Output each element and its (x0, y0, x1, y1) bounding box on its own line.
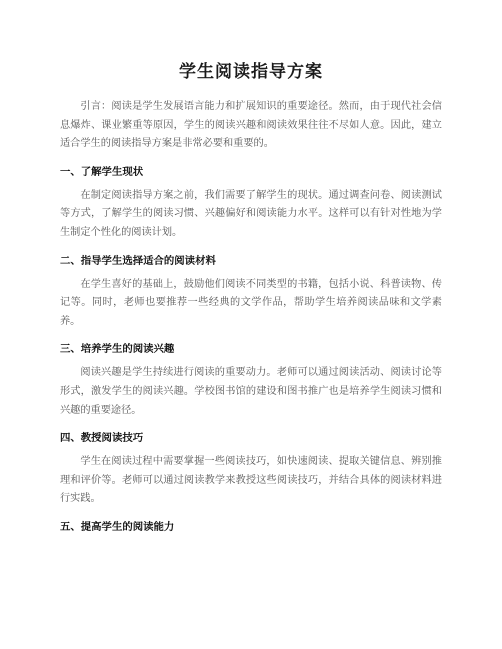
intro-paragraph: 引言：阅读是学生发展语言能力和扩展知识的重要途径。然而，由于现代社会信息爆炸、课业繁重等原因，学生的阅读兴趣和阅读效果往往不尽如人意。因此，建立适合学生的阅读指导方案是非常必要和重要的。 (60, 101, 442, 150)
section-body-3: 阅读兴趣是学生持续进行阅读的重要动力。老师可以通过阅读活动、阅读讨论等形式，激发学生的阅读兴趣。学校图书馆的建设和图书推广也是培养学生阅读习惯和兴趣的重要途径。 (60, 367, 442, 416)
section-heading-4: 四、教授阅读技巧 (60, 432, 144, 445)
section-heading-3: 三、培养学生的阅读兴趣 (60, 343, 175, 356)
section-body-2: 在学生喜好的基础上，鼓励他们阅读不同类型的书籍，包括小说、科普读物、传记等。同时，老师也要推荐一些经典的文学作品，帮助学生培养阅读品味和文学素养。 (60, 278, 442, 327)
section-body-4: 学生在阅读过程中需要掌握一些阅读技巧，如快速阅读、提取关键信息、辨别推理和评价等。老师可以通过阅读教学来教授这些阅读技巧，并结合具体的阅读材料进行实践。 (60, 456, 442, 505)
section-heading-2: 二、指导学生选择适合的阅读材料 (60, 254, 216, 267)
section-heading-5: 五、提高学生的阅读能力 (60, 520, 175, 533)
document-title: 学生阅读指导方案 (179, 62, 323, 82)
section-body-1: 在制定阅读指导方案之前，我们需要了解学生的现状。通过调查问卷、阅读测试等方式，了解学生的阅读习惯、兴趣偏好和阅读能力水平。这样可以有针对性地为学生制定个性化的阅读计划。 (60, 189, 442, 238)
section-heading-1: 一、了解学生现状 (60, 165, 144, 178)
